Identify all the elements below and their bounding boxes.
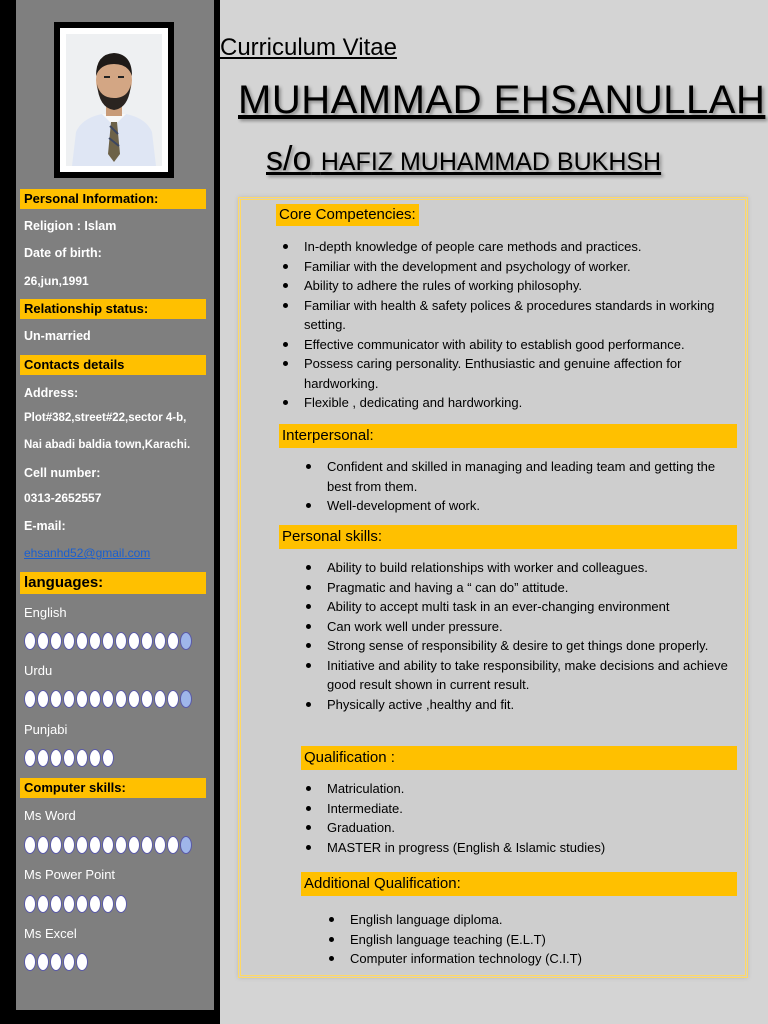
rating-dot xyxy=(24,632,36,650)
list-item: Effective communicator with ability to establish good performance. xyxy=(280,335,730,355)
rating-dot xyxy=(141,836,153,854)
rating-dot xyxy=(50,836,62,854)
rating-dot xyxy=(102,632,114,650)
rating-dot xyxy=(63,836,75,854)
rating-dot xyxy=(24,895,36,913)
rating-dot xyxy=(102,895,114,913)
interpersonal-list xyxy=(303,457,733,516)
skill-ms-word-rating xyxy=(24,836,192,856)
list-item: Initiative and ability to take responsibility, make decisions and achieve good result shown in current result. xyxy=(303,656,733,695)
personal-skills-list xyxy=(303,558,733,714)
rating-dot xyxy=(76,749,88,767)
core-competencies-heading: Core Competencies: xyxy=(276,204,419,226)
list-item: Physically active ,healthy and fit. xyxy=(303,695,733,715)
rating-dot xyxy=(167,690,179,708)
additional-qualification-heading: Additional Qualification: xyxy=(301,872,737,896)
language-english: English xyxy=(24,605,67,620)
rating-dot xyxy=(37,632,49,650)
email-label: E-mail: xyxy=(24,519,66,533)
email-link[interactable]: ehsanhd52@gmail.com xyxy=(24,546,151,560)
cell-value: 0313-2652557 xyxy=(24,491,102,505)
rating-dot xyxy=(167,632,179,650)
rating-dot xyxy=(63,749,75,767)
list-item: Pragmatic and having a “ can do” attitude. xyxy=(303,578,733,598)
personal-information-heading: Personal Information: xyxy=(20,189,206,209)
list-item: English language teaching (E.L.T) xyxy=(326,930,726,950)
rating-dot xyxy=(180,690,192,708)
skill-ms-excel-rating xyxy=(24,953,88,973)
rating-dot xyxy=(50,749,62,767)
list-item: Strong sense of responsibility & desire to get things done properly. xyxy=(303,636,733,656)
rating-dot xyxy=(50,632,62,650)
address-line1: Plot#382,street#22,sector 4-b, xyxy=(24,412,187,424)
contacts-details-heading: Contacts details xyxy=(20,355,206,375)
personal-skills-heading: Personal skills: xyxy=(279,525,737,549)
list-item: Ability to build relationships with worker and colleagues. xyxy=(303,558,733,578)
rating-dot xyxy=(63,690,75,708)
rating-dot xyxy=(128,632,140,650)
list-item: Graduation. xyxy=(303,818,733,838)
rating-dot xyxy=(63,953,75,971)
rating-dot xyxy=(37,895,49,913)
qualification-heading: Qualification : xyxy=(301,746,737,770)
rating-dot xyxy=(154,836,166,854)
rating-dot xyxy=(63,632,75,650)
profile-photo xyxy=(66,34,162,166)
dob-label: Date of birth: xyxy=(24,246,102,260)
rating-dot xyxy=(37,836,49,854)
rating-dot xyxy=(37,690,49,708)
rating-dot xyxy=(24,836,36,854)
list-item: Ability to adhere the rules of working philosophy. xyxy=(280,276,730,296)
list-item: Computer information technology (C.I.T) xyxy=(326,949,726,969)
language-punjabi-rating xyxy=(24,749,114,769)
dob-value: 26,jun,1991 xyxy=(24,274,89,288)
skill-ms-word: Ms Word xyxy=(24,808,76,823)
rating-dot xyxy=(115,895,127,913)
list-item: Familiar with health & safety polices & procedures standards in working setting. xyxy=(280,296,730,335)
list-item: Matriculation. xyxy=(303,779,733,799)
rating-dot xyxy=(115,836,127,854)
language-punjabi: Punjabi xyxy=(24,722,68,737)
rating-dot xyxy=(89,836,101,854)
rating-dot xyxy=(102,836,114,854)
rating-dot xyxy=(76,690,88,708)
list-item: English language diploma. xyxy=(326,910,726,930)
rating-dot xyxy=(24,690,36,708)
rating-dot xyxy=(115,632,127,650)
rating-dot xyxy=(89,895,101,913)
address-line2: Nai abadi baldia town,Karachi. xyxy=(24,439,191,451)
list-item: In-depth knowledge of people care methods and practices. xyxy=(280,237,730,257)
interpersonal-heading: Interpersonal: xyxy=(279,424,737,448)
rating-dot xyxy=(180,632,192,650)
rating-dot xyxy=(141,690,153,708)
candidate-name: MUHAMMAD EHSANULLAH xyxy=(238,78,766,122)
list-item: Flexible , dedicating and hardworking. xyxy=(280,393,730,413)
rating-dot xyxy=(154,632,166,650)
rating-dot xyxy=(50,895,62,913)
list-item: Familiar with the development and psychology of worker. xyxy=(280,257,730,277)
profile-photo-frame xyxy=(54,22,174,178)
skill-ms-power-point: Ms Power Point xyxy=(24,867,116,882)
computer-skills-heading: Computer skills: xyxy=(20,778,206,798)
rating-dot xyxy=(102,749,114,767)
rating-dot xyxy=(50,953,62,971)
rating-dot xyxy=(76,632,88,650)
rating-dot xyxy=(37,953,49,971)
list-item: MASTER in progress (English & Islamic studies) xyxy=(303,838,733,858)
rating-dot xyxy=(141,632,153,650)
rating-dot xyxy=(180,836,192,854)
qualification-list xyxy=(303,779,733,857)
rating-dot xyxy=(63,895,75,913)
rating-dot xyxy=(128,690,140,708)
rating-dot xyxy=(76,953,88,971)
relationship-value: Un-married xyxy=(24,329,91,343)
person-portrait-icon xyxy=(66,34,162,166)
list-item: Intermediate. xyxy=(303,799,733,819)
relationship-status-heading: Relationship status: xyxy=(20,299,206,319)
rating-dot xyxy=(24,749,36,767)
list-item: Can work well under pressure. xyxy=(303,617,733,637)
additional-qualification-list xyxy=(326,910,726,969)
cv-title: Curriculum Vitae xyxy=(220,34,397,61)
rating-dot xyxy=(128,836,140,854)
core-competencies-list xyxy=(280,237,730,413)
rating-dot xyxy=(50,690,62,708)
rating-dot xyxy=(102,690,114,708)
rating-dot xyxy=(115,690,127,708)
rating-dot xyxy=(76,836,88,854)
list-item: Possess caring personality. Enthusiastic and genuine affection for hardworking. xyxy=(280,354,730,393)
rating-dot xyxy=(154,690,166,708)
rating-dot xyxy=(24,953,36,971)
skill-ms-excel: Ms Excel xyxy=(24,926,77,941)
rating-dot xyxy=(89,690,101,708)
languages-heading: languages: xyxy=(20,572,206,594)
list-item: Confident and skilled in managing and leading team and getting the best from them. xyxy=(303,457,733,496)
rating-dot xyxy=(37,749,49,767)
cell-label: Cell number: xyxy=(24,466,101,480)
list-item: Well-development of work. xyxy=(303,496,733,516)
rating-dot xyxy=(89,632,101,650)
language-urdu-rating xyxy=(24,690,192,710)
language-urdu: Urdu xyxy=(24,663,53,678)
address-label: Address: xyxy=(24,386,79,400)
rating-dot xyxy=(167,836,179,854)
rating-dot xyxy=(76,895,88,913)
father-name: HAFIZ MUHAMMAD BUKHSH xyxy=(320,148,662,176)
list-item: Ability to accept multi task in an ever-changing environment xyxy=(303,597,733,617)
language-english-rating xyxy=(24,632,192,652)
rating-dot xyxy=(89,749,101,767)
skill-ms-power-point-rating xyxy=(24,895,127,915)
religion: Religion : Islam xyxy=(24,219,117,233)
father-name-line xyxy=(266,140,661,179)
so-prefix: s/o xyxy=(266,140,312,178)
